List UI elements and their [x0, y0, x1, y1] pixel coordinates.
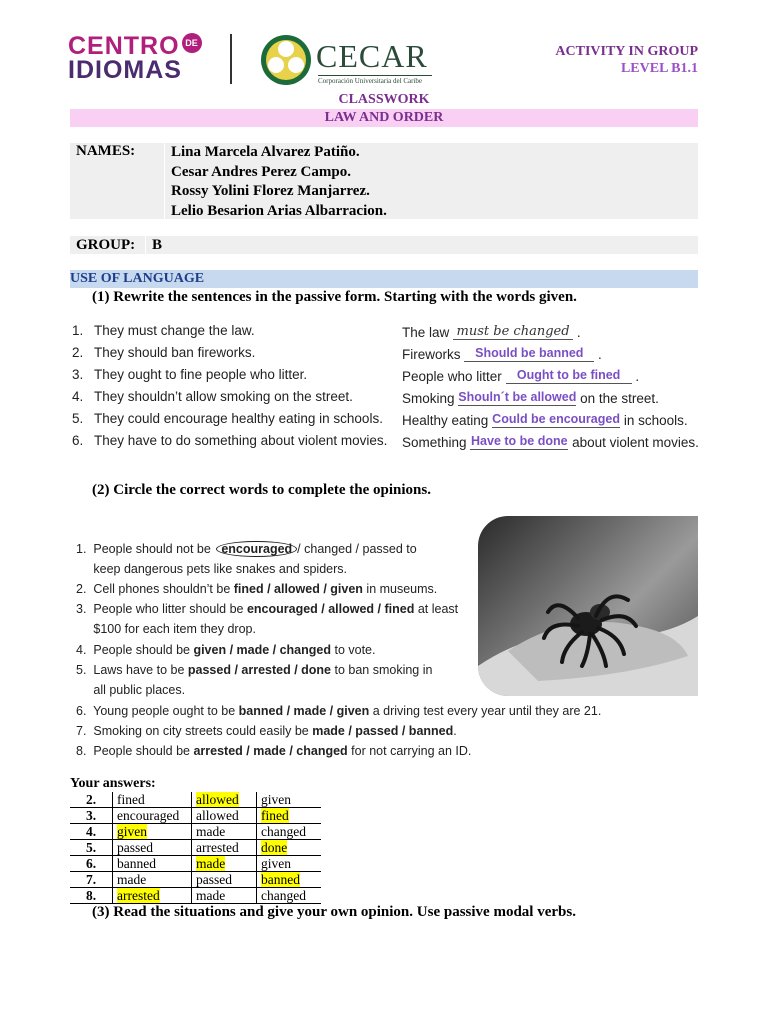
ex2-line: 8. People should be arrested / made / changed for not carrying an ID. — [76, 744, 472, 758]
answer-row — [70, 872, 321, 888]
ex2-line: 7. Smoking on city streets could easily be made / passed / banned. — [76, 724, 457, 738]
ex1-answer-line: Smoking Shouln´t be allowed on the street. — [402, 390, 659, 406]
word-options[interactable]: made / passed / banned — [312, 724, 454, 738]
ex3-instruction: (3) Read the situations and give your own opinion. Use passive modal verbs. — [92, 904, 576, 920]
names-box — [70, 143, 698, 219]
answer-option[interactable]: allowed — [196, 808, 239, 823]
answer-option[interactable]: changed — [261, 888, 306, 903]
logo-divider — [230, 34, 232, 84]
answer-option[interactable]: given — [261, 856, 291, 871]
ex1-answer-field[interactable]: Could be encouraged — [492, 412, 620, 426]
ex1-answer-field[interactable]: Should be banned — [464, 345, 594, 362]
answer-option[interactable]: given — [117, 824, 147, 839]
ex2-line: all public places. — [76, 683, 186, 697]
word-options[interactable]: banned / made / given — [238, 704, 370, 718]
word-options[interactable]: arrested / made / changed — [193, 744, 348, 758]
answer-option[interactable]: done — [261, 840, 288, 855]
ex1-sentence: 1. They must change the law. — [72, 323, 255, 338]
answer-option[interactable]: passed — [117, 840, 153, 855]
ex2-line: 5. Laws have to be passed / arrested / done to ban smoking in — [76, 663, 433, 677]
classwork-title: CLASSWORK — [338, 92, 430, 107]
ex1-answer-field[interactable]: Shouln´t be allowed — [458, 390, 577, 404]
cecar-emblem-icon — [260, 34, 312, 86]
answer-option[interactable]: given — [261, 792, 291, 807]
ex2-line: 3. People who litter should be encouraged / allowed / fined at least — [76, 602, 459, 616]
student-name: Lelio Besarion Arias Albarracion. — [171, 202, 387, 219]
answer-row — [70, 824, 321, 840]
ex1-answer-line: People who litter Ought to be fined . — [402, 368, 640, 384]
ex2-line: $100 for each item they drop. — [76, 622, 256, 636]
activity-heading: ACTIVITY IN GROUP LEVEL B1.1 — [555, 44, 698, 76]
answers-table — [70, 792, 321, 904]
answer-number: 3. — [85, 808, 97, 823]
answer-option[interactable]: made — [196, 856, 226, 871]
word-options[interactable]: encouraged / allowed / fined — [246, 602, 415, 616]
ex1-answer-line: Fireworks Should be banned . — [402, 346, 602, 362]
ex2-line: keep dangerous pets like snakes and spiders. — [76, 562, 347, 576]
cecar-subtitle: Corporación Universitaria del Caribe — [318, 75, 432, 85]
answer-row — [70, 888, 321, 904]
answer-option[interactable]: made — [196, 888, 226, 903]
ex2-line: 6. Young people ought to be banned / made / given a driving test every year until they are 21. — [76, 704, 602, 718]
ex1-sentence: 4. They shouldn’t allow smoking on the street. — [72, 389, 353, 404]
answer-number: 7. — [85, 872, 97, 887]
ex1-answer-line: Healthy eating Could be encouraged in schools. — [402, 412, 688, 428]
group-box — [70, 236, 698, 254]
ex1-answer-line: The law must be changed . — [402, 324, 581, 340]
ex1-sentence: 5. They could encourage healthy eating in schools. — [72, 411, 383, 426]
topic-title: LAW AND ORDER — [70, 109, 698, 127]
answer-row — [70, 792, 321, 808]
answer-option[interactable]: banned — [261, 872, 300, 887]
ex1-answer-field[interactable]: must be changed — [453, 323, 573, 340]
answer-number: 6. — [85, 856, 97, 871]
student-name: Lina Marcela Alvarez Patiño. — [171, 144, 360, 160]
ex1-answer-line: Something Have to be done about violent movies. — [402, 434, 699, 450]
answers-label: Your answers: — [70, 776, 156, 791]
student-name: Cesar Andres Perez Campo. — [171, 163, 351, 180]
ex1-sentence: 2. They should ban fireworks. — [72, 345, 256, 360]
answer-option[interactable]: fined — [261, 808, 289, 823]
answer-option[interactable]: arrested — [196, 840, 239, 855]
answer-option[interactable]: changed — [261, 824, 306, 839]
group-value: B — [152, 237, 163, 253]
answer-number: 4. — [85, 824, 97, 839]
ex2-line: 1. People should not be encouraged / changed / passed to — [76, 542, 417, 556]
answer-row — [70, 840, 321, 856]
answer-number: 2. — [85, 792, 97, 807]
word-options[interactable]: given / made / changed — [193, 643, 331, 657]
circled-answer: encouraged — [216, 541, 297, 557]
ex2-instruction: (2) Circle the correct words to complete the opinions. — [92, 482, 431, 498]
answer-option[interactable]: encouraged — [117, 808, 180, 823]
group-label: GROUP: — [76, 237, 136, 253]
answer-option[interactable]: banned — [117, 856, 156, 871]
answer-option[interactable]: arrested — [117, 888, 160, 903]
answer-option[interactable]: made — [196, 824, 226, 839]
names-list — [171, 143, 387, 221]
answer-number: 8. — [85, 888, 97, 903]
tarantula-photo — [478, 516, 698, 696]
spider-on-hand-image — [478, 516, 698, 696]
centro-idiomas-logo: CENTRO DE IDIOMAS — [68, 34, 202, 82]
ex2-line: 2. Cell phones shouldn’t be fined / allowed / given in museums. — [76, 582, 438, 596]
ex2-line: 4. People should be given / made / changed to vote. — [76, 643, 376, 657]
answer-row — [70, 808, 321, 824]
student-name: Rossy Yolini Florez Manjarrez. — [171, 183, 370, 199]
answer-option[interactable]: made — [117, 872, 147, 887]
answer-number: 5. — [85, 840, 97, 855]
answer-row — [70, 856, 321, 872]
names-label: NAMES: — [76, 143, 136, 159]
section-heading: USE OF LANGUAGE — [70, 270, 698, 288]
word-options[interactable]: passed / arrested / done — [187, 663, 331, 677]
word-options[interactable]: fined / allowed / given — [233, 582, 363, 596]
answer-option[interactable]: fined — [117, 792, 145, 807]
ex1-instruction: (1) Rewrite the sentences in the passive form. Starting with the words given. — [92, 289, 577, 305]
answer-option[interactable]: allowed — [196, 792, 239, 807]
ex1-answer-field[interactable]: Have to be done — [471, 434, 568, 448]
ex1-sentence: 6. They have to do something about violent movies. — [72, 433, 388, 448]
ex1-sentence: 3. They ought to fine people who litter. — [72, 367, 308, 382]
answer-option[interactable]: passed — [196, 872, 232, 887]
cecar-wordmark: CECAR — [316, 38, 428, 74]
ex1-answer-field[interactable]: Ought to be fined — [506, 367, 632, 384]
